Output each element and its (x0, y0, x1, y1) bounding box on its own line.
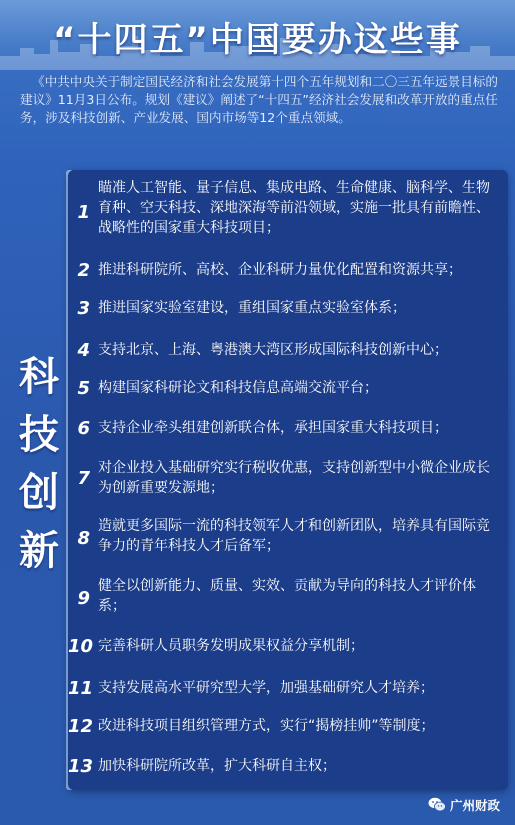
item-text: 对企业投入基础研究实行税收优惠，支持创新型中小微企业成长为创新重要发源地； (98, 460, 490, 496)
source-logo (428, 794, 512, 816)
item-text: 推进科研院所、高校、企业科研力量优化配置和资源共享； (98, 262, 462, 278)
section-label (0, 345, 68, 575)
section-label-char: 新 (19, 528, 59, 574)
item-number: 5 (77, 378, 90, 399)
item-text: 支持北京、上海、粤港澳大湾区形成国际科技创新中心； (98, 342, 448, 358)
intro-paragraph: 《中共中央关于制定国民经济和社会发展第十四个五年规划和二〇三五年远景目标的建议》11月3日公布。规划《建议》阐述了“十四五”经济社会发展和改革开放的重点任务，涉及科技创新、产业发展、国内市场等12个重点领域。 (20, 74, 498, 125)
section-label-char: 技 (19, 412, 59, 458)
source-logo-text: 广州财政 (450, 798, 501, 813)
item-text: 瞄准人工智能、量子信息、集成电路、生命健康、脑科学、生物育种、空天科技、深地深海等前沿领域，实施一批具有前瞻性、战略性的国家重大科技项目； (98, 180, 490, 236)
item-number: 3 (77, 298, 90, 319)
item-number: 7 (77, 468, 90, 489)
item-number: 10 (68, 636, 94, 657)
item-text: 构建国家科研论文和科技信息高端交流平台； (98, 380, 378, 396)
item-number: 6 (77, 418, 90, 439)
item-number: 9 (77, 588, 90, 609)
section-label-char: 创 (19, 470, 59, 516)
item-number: 1 (77, 202, 90, 223)
item-number: 13 (68, 756, 94, 777)
item-text: 造就更多国际一流的科技领军人才和创新团队，培养具有国际竞争力的青年科技人才后备军； (98, 518, 490, 554)
item-text: 改进科技项目组织管理方式，实行“揭榜挂帅”等制度； (98, 718, 435, 734)
item-text: 支持企业牵头组建创新联合体，承担国家重大科技项目； (98, 420, 448, 436)
item-number: 8 (77, 528, 90, 549)
item-text: 健全以创新能力、质量、实效、贡献为导向的科技人才评价体系； (98, 578, 476, 614)
section-label-char: 科 (19, 354, 59, 400)
item-number: 4 (77, 340, 90, 361)
item-text: 支持发展高水平研究型大学，加强基础研究人才培养； (98, 680, 434, 696)
item-number: 2 (77, 260, 90, 281)
page-title: “十四五”中国要办这些事 (53, 20, 462, 60)
item-text: 推进国家实验室建设，重组国家重点实验室体系； (98, 300, 406, 316)
item-number: 12 (68, 716, 94, 737)
wechat-icon (428, 797, 446, 812)
item-text: 完善科研人员职务发明成果权益分享机制； (98, 638, 364, 654)
item-text: 加快科研院所改革，扩大科研自主权； (98, 758, 336, 774)
item-number: 11 (68, 678, 94, 699)
